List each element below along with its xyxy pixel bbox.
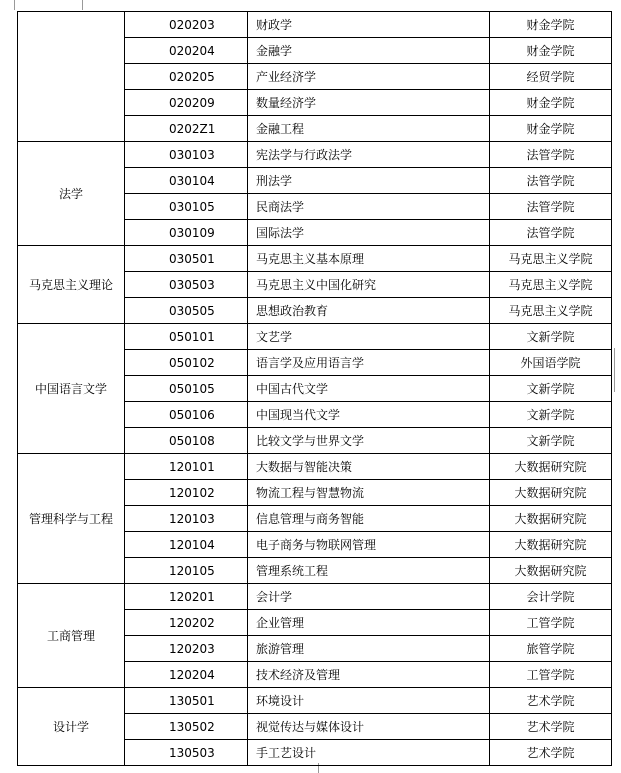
category-cell: 法学 [18, 142, 125, 246]
code-cell: 030104 [125, 168, 248, 194]
department-cell: 大数据研究院 [490, 454, 612, 480]
code-cell: 030501 [125, 246, 248, 272]
category-cell: 马克思主义理论 [18, 246, 125, 324]
category-cell: 中国语言文学 [18, 324, 125, 454]
department-cell: 文新学院 [490, 428, 612, 454]
major-name-cell: 比较文学与世界文学 [248, 428, 490, 454]
code-cell: 120104 [125, 532, 248, 558]
department-cell: 会计学院 [490, 584, 612, 610]
code-cell: 130501 [125, 688, 248, 714]
major-name-cell: 宪法学与行政法学 [248, 142, 490, 168]
department-cell: 法管学院 [490, 194, 612, 220]
code-cell: 120101 [125, 454, 248, 480]
code-cell: 030503 [125, 272, 248, 298]
department-cell: 财金学院 [490, 116, 612, 142]
code-cell: 120105 [125, 558, 248, 584]
department-cell: 文新学院 [490, 376, 612, 402]
code-cell: 120202 [125, 610, 248, 636]
major-name-cell: 管理系统工程 [248, 558, 490, 584]
table-row [18, 324, 612, 350]
major-name-cell: 信息管理与商务智能 [248, 506, 490, 532]
major-name-cell: 会计学 [248, 584, 490, 610]
code-cell: 050108 [125, 428, 248, 454]
major-name-cell: 环境设计 [248, 688, 490, 714]
code-cell: 020204 [125, 38, 248, 64]
department-cell: 文新学院 [490, 402, 612, 428]
page-corner-mark-top-left [14, 0, 15, 10]
major-name-cell: 金融学 [248, 38, 490, 64]
department-cell: 文新学院 [490, 324, 612, 350]
code-cell: 120102 [125, 480, 248, 506]
table-row [18, 142, 612, 168]
department-cell: 法管学院 [490, 220, 612, 246]
major-name-cell: 民商法学 [248, 194, 490, 220]
code-cell: 020205 [125, 64, 248, 90]
department-cell: 马克思主义学院 [490, 298, 612, 324]
code-cell: 050105 [125, 376, 248, 402]
table-row [18, 12, 612, 38]
major-name-cell: 金融工程 [248, 116, 490, 142]
major-name-cell: 产业经济学 [248, 64, 490, 90]
major-name-cell: 大数据与智能决策 [248, 454, 490, 480]
major-name-cell: 语言学及应用语言学 [248, 350, 490, 376]
code-cell: 120204 [125, 662, 248, 688]
major-name-cell: 刑法学 [248, 168, 490, 194]
discipline-table [17, 11, 612, 766]
code-cell: 0202Z1 [125, 116, 248, 142]
department-cell: 艺术学院 [490, 688, 612, 714]
major-name-cell: 中国现当代文学 [248, 402, 490, 428]
table-row [18, 454, 612, 480]
major-name-cell: 企业管理 [248, 610, 490, 636]
department-cell: 财金学院 [490, 12, 612, 38]
department-cell: 马克思主义学院 [490, 272, 612, 298]
major-name-cell: 数量经济学 [248, 90, 490, 116]
department-cell: 艺术学院 [490, 740, 612, 766]
major-name-cell: 物流工程与智慧物流 [248, 480, 490, 506]
table-row [18, 584, 612, 610]
department-cell: 外国语学院 [490, 350, 612, 376]
code-cell: 050102 [125, 350, 248, 376]
department-cell: 大数据研究院 [490, 532, 612, 558]
major-name-cell: 马克思主义中国化研究 [248, 272, 490, 298]
table-row [18, 246, 612, 272]
major-name-cell: 国际法学 [248, 220, 490, 246]
page-edge-mark-right [614, 348, 615, 392]
category-cell: 工商管理 [18, 584, 125, 688]
department-cell: 马克思主义学院 [490, 246, 612, 272]
department-cell: 大数据研究院 [490, 558, 612, 584]
code-cell: 120103 [125, 506, 248, 532]
page-corner-mark-top-right [82, 0, 83, 10]
code-cell: 020203 [125, 12, 248, 38]
department-cell: 财金学院 [490, 90, 612, 116]
major-name-cell: 视觉传达与媒体设计 [248, 714, 490, 740]
code-cell: 050101 [125, 324, 248, 350]
code-cell: 050106 [125, 402, 248, 428]
department-cell: 艺术学院 [490, 714, 612, 740]
category-cell [18, 12, 125, 142]
code-cell: 130503 [125, 740, 248, 766]
major-name-cell: 财政学 [248, 12, 490, 38]
major-name-cell: 中国古代文学 [248, 376, 490, 402]
code-cell: 030103 [125, 142, 248, 168]
department-cell: 大数据研究院 [490, 480, 612, 506]
table-row [18, 688, 612, 714]
department-cell: 财金学院 [490, 38, 612, 64]
major-name-cell: 技术经济及管理 [248, 662, 490, 688]
department-cell: 大数据研究院 [490, 506, 612, 532]
department-cell: 法管学院 [490, 168, 612, 194]
code-cell: 120203 [125, 636, 248, 662]
code-cell: 030109 [125, 220, 248, 246]
major-name-cell: 思想政治教育 [248, 298, 490, 324]
department-cell: 旅管学院 [490, 636, 612, 662]
department-cell: 工管学院 [490, 662, 612, 688]
major-name-cell: 手工艺设计 [248, 740, 490, 766]
category-cell: 设计学 [18, 688, 125, 766]
major-name-cell: 马克思主义基本原理 [248, 246, 490, 272]
department-cell: 工管学院 [490, 610, 612, 636]
code-cell: 030105 [125, 194, 248, 220]
code-cell: 120201 [125, 584, 248, 610]
major-name-cell: 旅游管理 [248, 636, 490, 662]
major-name-cell: 文艺学 [248, 324, 490, 350]
code-cell: 030505 [125, 298, 248, 324]
code-cell: 020209 [125, 90, 248, 116]
department-cell: 法管学院 [490, 142, 612, 168]
major-name-cell: 电子商务与物联网管理 [248, 532, 490, 558]
category-cell: 管理科学与工程 [18, 454, 125, 584]
department-cell: 经贸学院 [490, 64, 612, 90]
table-body [18, 12, 612, 766]
code-cell: 130502 [125, 714, 248, 740]
